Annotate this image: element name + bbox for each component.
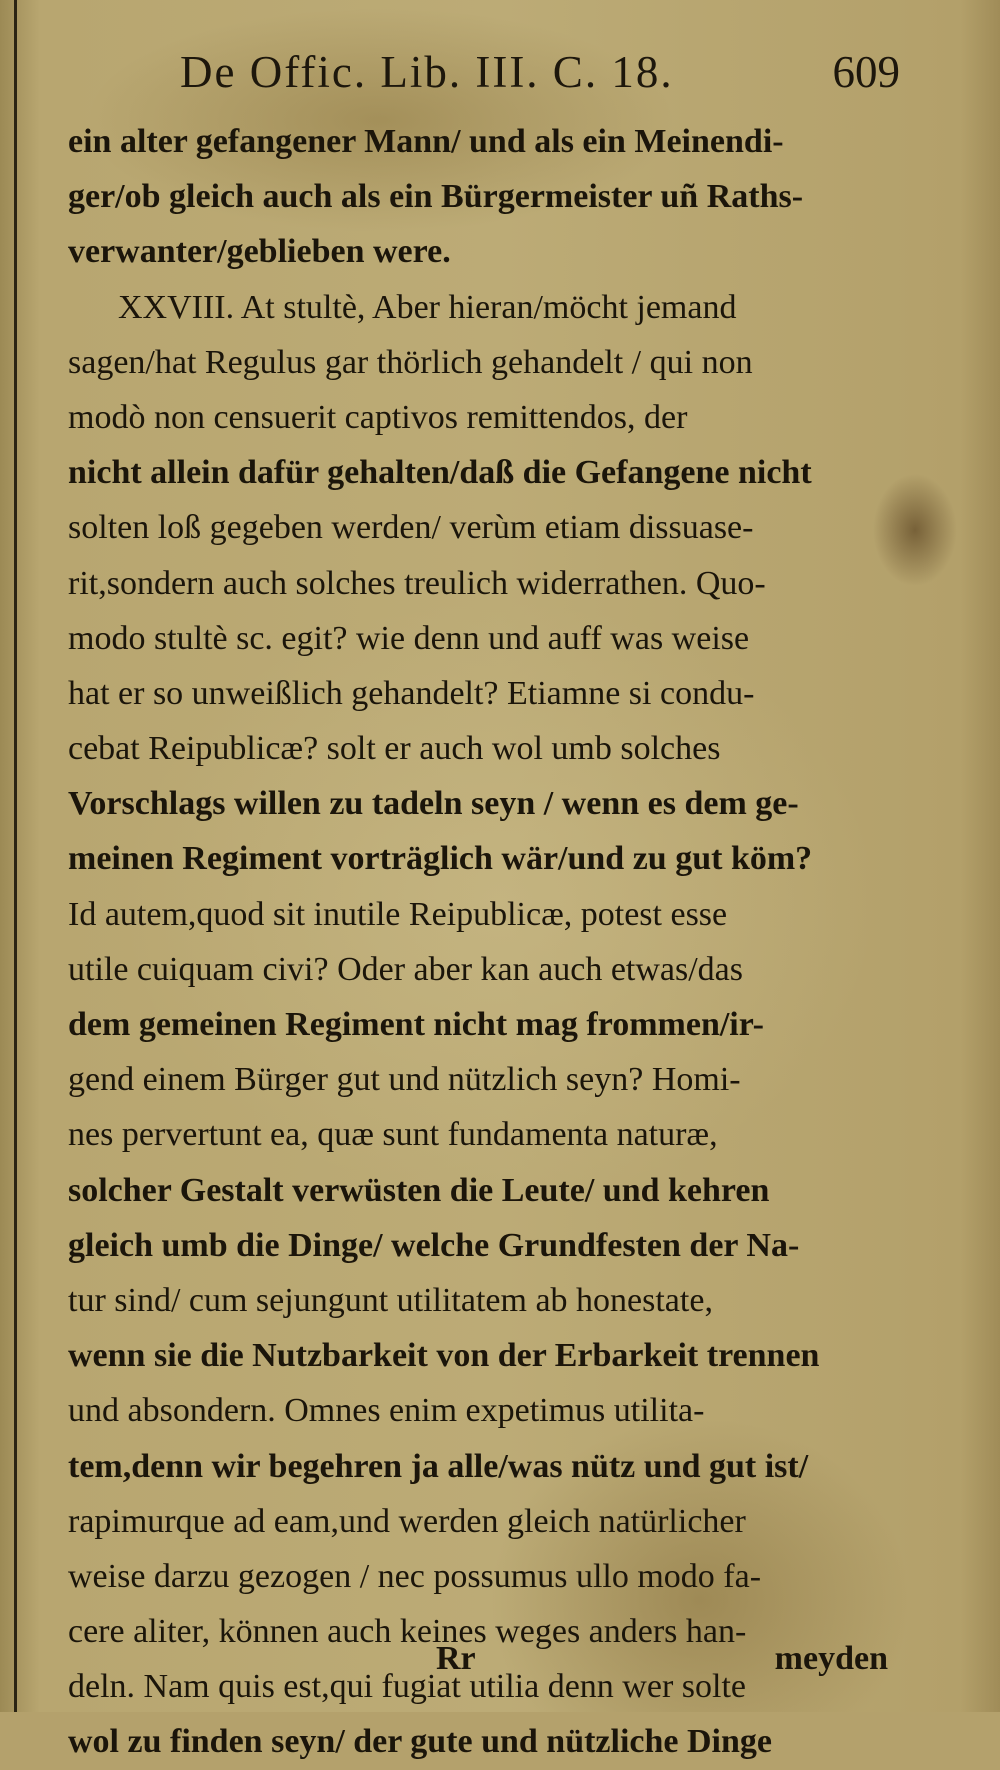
text-line: modo stultè sc. egit? wie denn und auff was weise xyxy=(68,619,750,657)
signature-mark: Rr xyxy=(436,1640,476,1677)
text-line: cere aliter, können auch keines weges anders han- xyxy=(68,1613,747,1651)
text-line: modò non censuerit captivos remittendos, der xyxy=(68,398,688,436)
text-line: Vorschlags willen zu tadeln seyn / wenn es dem ge- xyxy=(68,785,799,823)
text-line: und absondern. Omnes enim expetimus utilita- xyxy=(68,1392,705,1430)
text-line: weise darzu gezogen / nec possumus ullo modo fa- xyxy=(68,1557,762,1595)
text-line: meinen Regiment vorträglich wär/und zu gut köm? xyxy=(68,840,813,878)
text-line: ger/ob gleich auch als ein Bürgermeister uñ Raths- xyxy=(68,178,804,216)
text-line: solten loß gegeben werden/ verùm etiam dissuase- xyxy=(68,509,754,547)
text-line: gend einem Bürger gut und nützlich seyn? Homi- xyxy=(68,1061,741,1099)
text-line: wenn sie die Nutzbarkeit von der Erbarkeit trennen xyxy=(68,1337,820,1375)
running-title: De Offic. Lib. III. C. 18. xyxy=(180,47,674,97)
text-line: verwanter/geblieben were. xyxy=(68,233,451,271)
text-line: tur sind/ cum sejungunt utilitatem ab honestate, xyxy=(68,1281,713,1319)
page-header xyxy=(180,46,900,98)
text-line: sagen/hat Regulus gar thörlich gehandelt / qui non xyxy=(68,343,753,381)
text-line: utile cuiquam civi? Oder aber kan auch etwas/das xyxy=(68,950,744,988)
text-line: tem,denn wir begehren ja alle/was nütz und gut ist/ xyxy=(68,1447,809,1485)
text-line: cebat Reipublicæ? solt er auch wol umb solches xyxy=(68,730,721,768)
text-line: nicht allein dafür gehalten/daß die Gefangene nicht xyxy=(68,454,812,492)
text-line: deln. Nam quis est,qui fugiat utilia denn wer solte xyxy=(68,1668,746,1706)
text-line: dem gemeinen Regiment nicht mag frommen/ir- xyxy=(68,1006,764,1043)
page-footer xyxy=(68,1640,888,1695)
page-number: 609 xyxy=(832,47,900,97)
text-line: Id autem,quod sit inutile Reipublicæ, potest esse xyxy=(68,895,728,933)
text-line: gleich umb die Dinge/ welche Grundfesten der Na- xyxy=(68,1226,800,1264)
text-line: rapimurque ad eam,und werden gleich natürlicher xyxy=(68,1502,746,1540)
text-line: solcher Gestalt verwüsten die Leute/ und kehren xyxy=(68,1171,770,1209)
catchword: meyden xyxy=(774,1640,888,1677)
text-line: wol zu finden seyn/ der gute und nützliche Dinge xyxy=(68,1723,773,1761)
text-line: rit,sondern auch solches treulich widerrathen. Quo- xyxy=(68,564,766,602)
text-line: hat er so unweißlich gehandelt? Etiamne si condu- xyxy=(68,674,755,712)
text-line: nes pervertunt ea, quæ sunt fundamenta naturæ, xyxy=(68,1116,718,1154)
body-text xyxy=(68,114,888,1770)
page-edge-rule xyxy=(14,0,17,1712)
text-line: XXVIII. At stultè, Aber hieran/möcht jemand xyxy=(118,288,737,326)
text-line: ein alter gefangener Mann/ und als ein Meinendi- xyxy=(68,123,784,160)
